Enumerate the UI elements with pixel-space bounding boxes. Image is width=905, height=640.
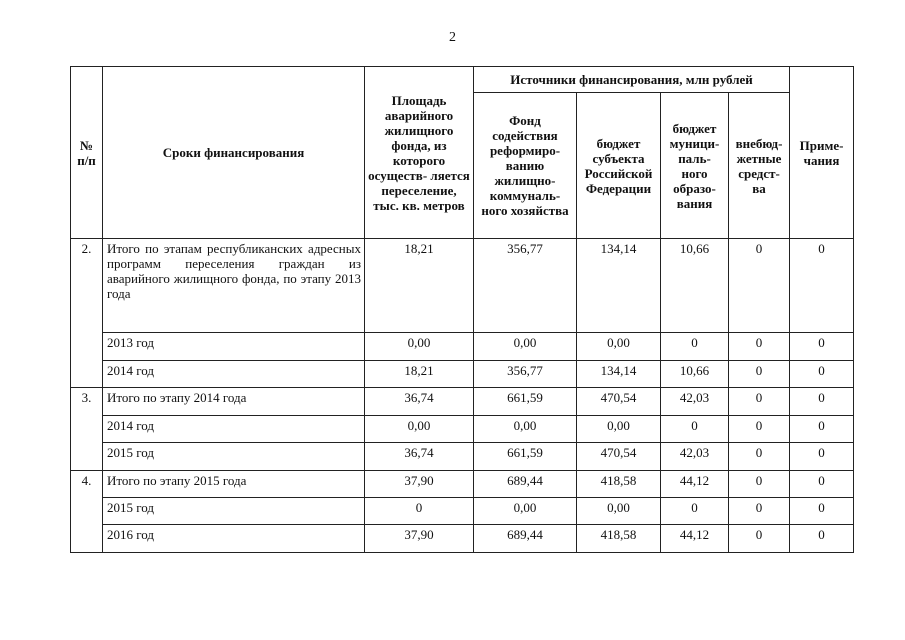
row-term: 2014 год <box>103 360 365 387</box>
row-area: 37,90 <box>365 525 474 553</box>
row-number: 2. <box>71 239 103 388</box>
row-offbudget: 0 <box>729 498 790 525</box>
row-term: Итого по этапам республиканских адресных программ переселения граждан из аварийного жилищного фонда, по этапу 2013 года <box>103 239 365 333</box>
row-offbudget: 0 <box>729 525 790 553</box>
row-term: 2013 год <box>103 333 365 360</box>
row-offbudget: 0 <box>729 388 790 415</box>
row-regional: 418,58 <box>577 525 661 553</box>
row-area: 37,90 <box>365 470 474 497</box>
row-regional: 470,54 <box>577 388 661 415</box>
row-area: 0,00 <box>365 333 474 360</box>
row-term: Итого по этапу 2014 года <box>103 388 365 415</box>
row-term: Итого по этапу 2015 года <box>103 470 365 497</box>
row-offbudget: 0 <box>729 443 790 470</box>
row-municipal: 42,03 <box>661 443 729 470</box>
row-municipal: 44,12 <box>661 525 729 553</box>
row-fund: 0,00 <box>474 415 577 442</box>
row-regional: 0,00 <box>577 333 661 360</box>
row-offbudget: 0 <box>729 415 790 442</box>
row-area: 0 <box>365 498 474 525</box>
row-fund: 661,59 <box>474 443 577 470</box>
table-row <box>71 239 854 333</box>
table-row <box>71 443 854 470</box>
row-notes: 0 <box>790 415 854 442</box>
row-notes: 0 <box>790 525 854 553</box>
table-row <box>71 415 854 442</box>
row-term: 2014 год <box>103 415 365 442</box>
row-notes: 0 <box>790 443 854 470</box>
header-offbudget: внебюд- жетные средст- ва <box>729 93 790 239</box>
row-municipal: 10,66 <box>661 360 729 387</box>
table-row <box>71 388 854 415</box>
row-fund: 661,59 <box>474 388 577 415</box>
page-number: 2 <box>449 30 456 45</box>
header-area: Площадь аварийного жилищного фонда, из которого осуществ- ляется переселение, тыс. кв. метров <box>365 67 474 239</box>
row-municipal: 44,12 <box>661 470 729 497</box>
row-area: 36,74 <box>365 443 474 470</box>
row-notes: 0 <box>790 498 854 525</box>
row-number: 4. <box>71 470 103 552</box>
row-area: 18,21 <box>365 239 474 333</box>
table-row <box>71 498 854 525</box>
row-regional: 0,00 <box>577 498 661 525</box>
row-regional: 134,14 <box>577 239 661 333</box>
row-fund: 356,77 <box>474 239 577 333</box>
row-municipal: 10,66 <box>661 239 729 333</box>
row-municipal: 0 <box>661 333 729 360</box>
row-regional: 134,14 <box>577 360 661 387</box>
row-municipal: 0 <box>661 498 729 525</box>
header-terms: Сроки финансирования <box>103 67 365 239</box>
header-num: № п/п <box>71 67 103 239</box>
row-municipal: 42,03 <box>661 388 729 415</box>
row-notes: 0 <box>790 470 854 497</box>
row-notes: 0 <box>790 360 854 387</box>
header-sources: Источники финансирования, млн рублей <box>474 67 790 93</box>
row-area: 18,21 <box>365 360 474 387</box>
row-term: 2015 год <box>103 443 365 470</box>
row-regional: 418,58 <box>577 470 661 497</box>
header-municipal-budget: бюджет муници- паль- ного образо- вания <box>661 93 729 239</box>
row-fund: 0,00 <box>474 333 577 360</box>
row-fund: 689,44 <box>474 525 577 553</box>
financing-table <box>70 66 854 553</box>
row-regional: 0,00 <box>577 415 661 442</box>
row-term: 2016 год <box>103 525 365 553</box>
header-regional-budget: бюджет субъекта Российской Федерации <box>577 93 661 239</box>
row-offbudget: 0 <box>729 239 790 333</box>
row-regional: 470,54 <box>577 443 661 470</box>
row-notes: 0 <box>790 333 854 360</box>
table-row <box>71 525 854 553</box>
row-offbudget: 0 <box>729 470 790 497</box>
row-area: 36,74 <box>365 388 474 415</box>
table-row <box>71 470 854 497</box>
row-notes: 0 <box>790 239 854 333</box>
row-fund: 689,44 <box>474 470 577 497</box>
row-notes: 0 <box>790 388 854 415</box>
row-area: 0,00 <box>365 415 474 442</box>
row-offbudget: 0 <box>729 360 790 387</box>
row-municipal: 0 <box>661 415 729 442</box>
row-term: 2015 год <box>103 498 365 525</box>
row-fund: 0,00 <box>474 498 577 525</box>
row-number: 3. <box>71 388 103 470</box>
row-fund: 356,77 <box>474 360 577 387</box>
table-row <box>71 333 854 360</box>
header-notes: Приме- чания <box>790 67 854 239</box>
table-row <box>71 360 854 387</box>
header-fund: Фонд содействия реформиро- ванию жилищно- коммуналь- ного хозяйства <box>474 93 577 239</box>
row-offbudget: 0 <box>729 333 790 360</box>
